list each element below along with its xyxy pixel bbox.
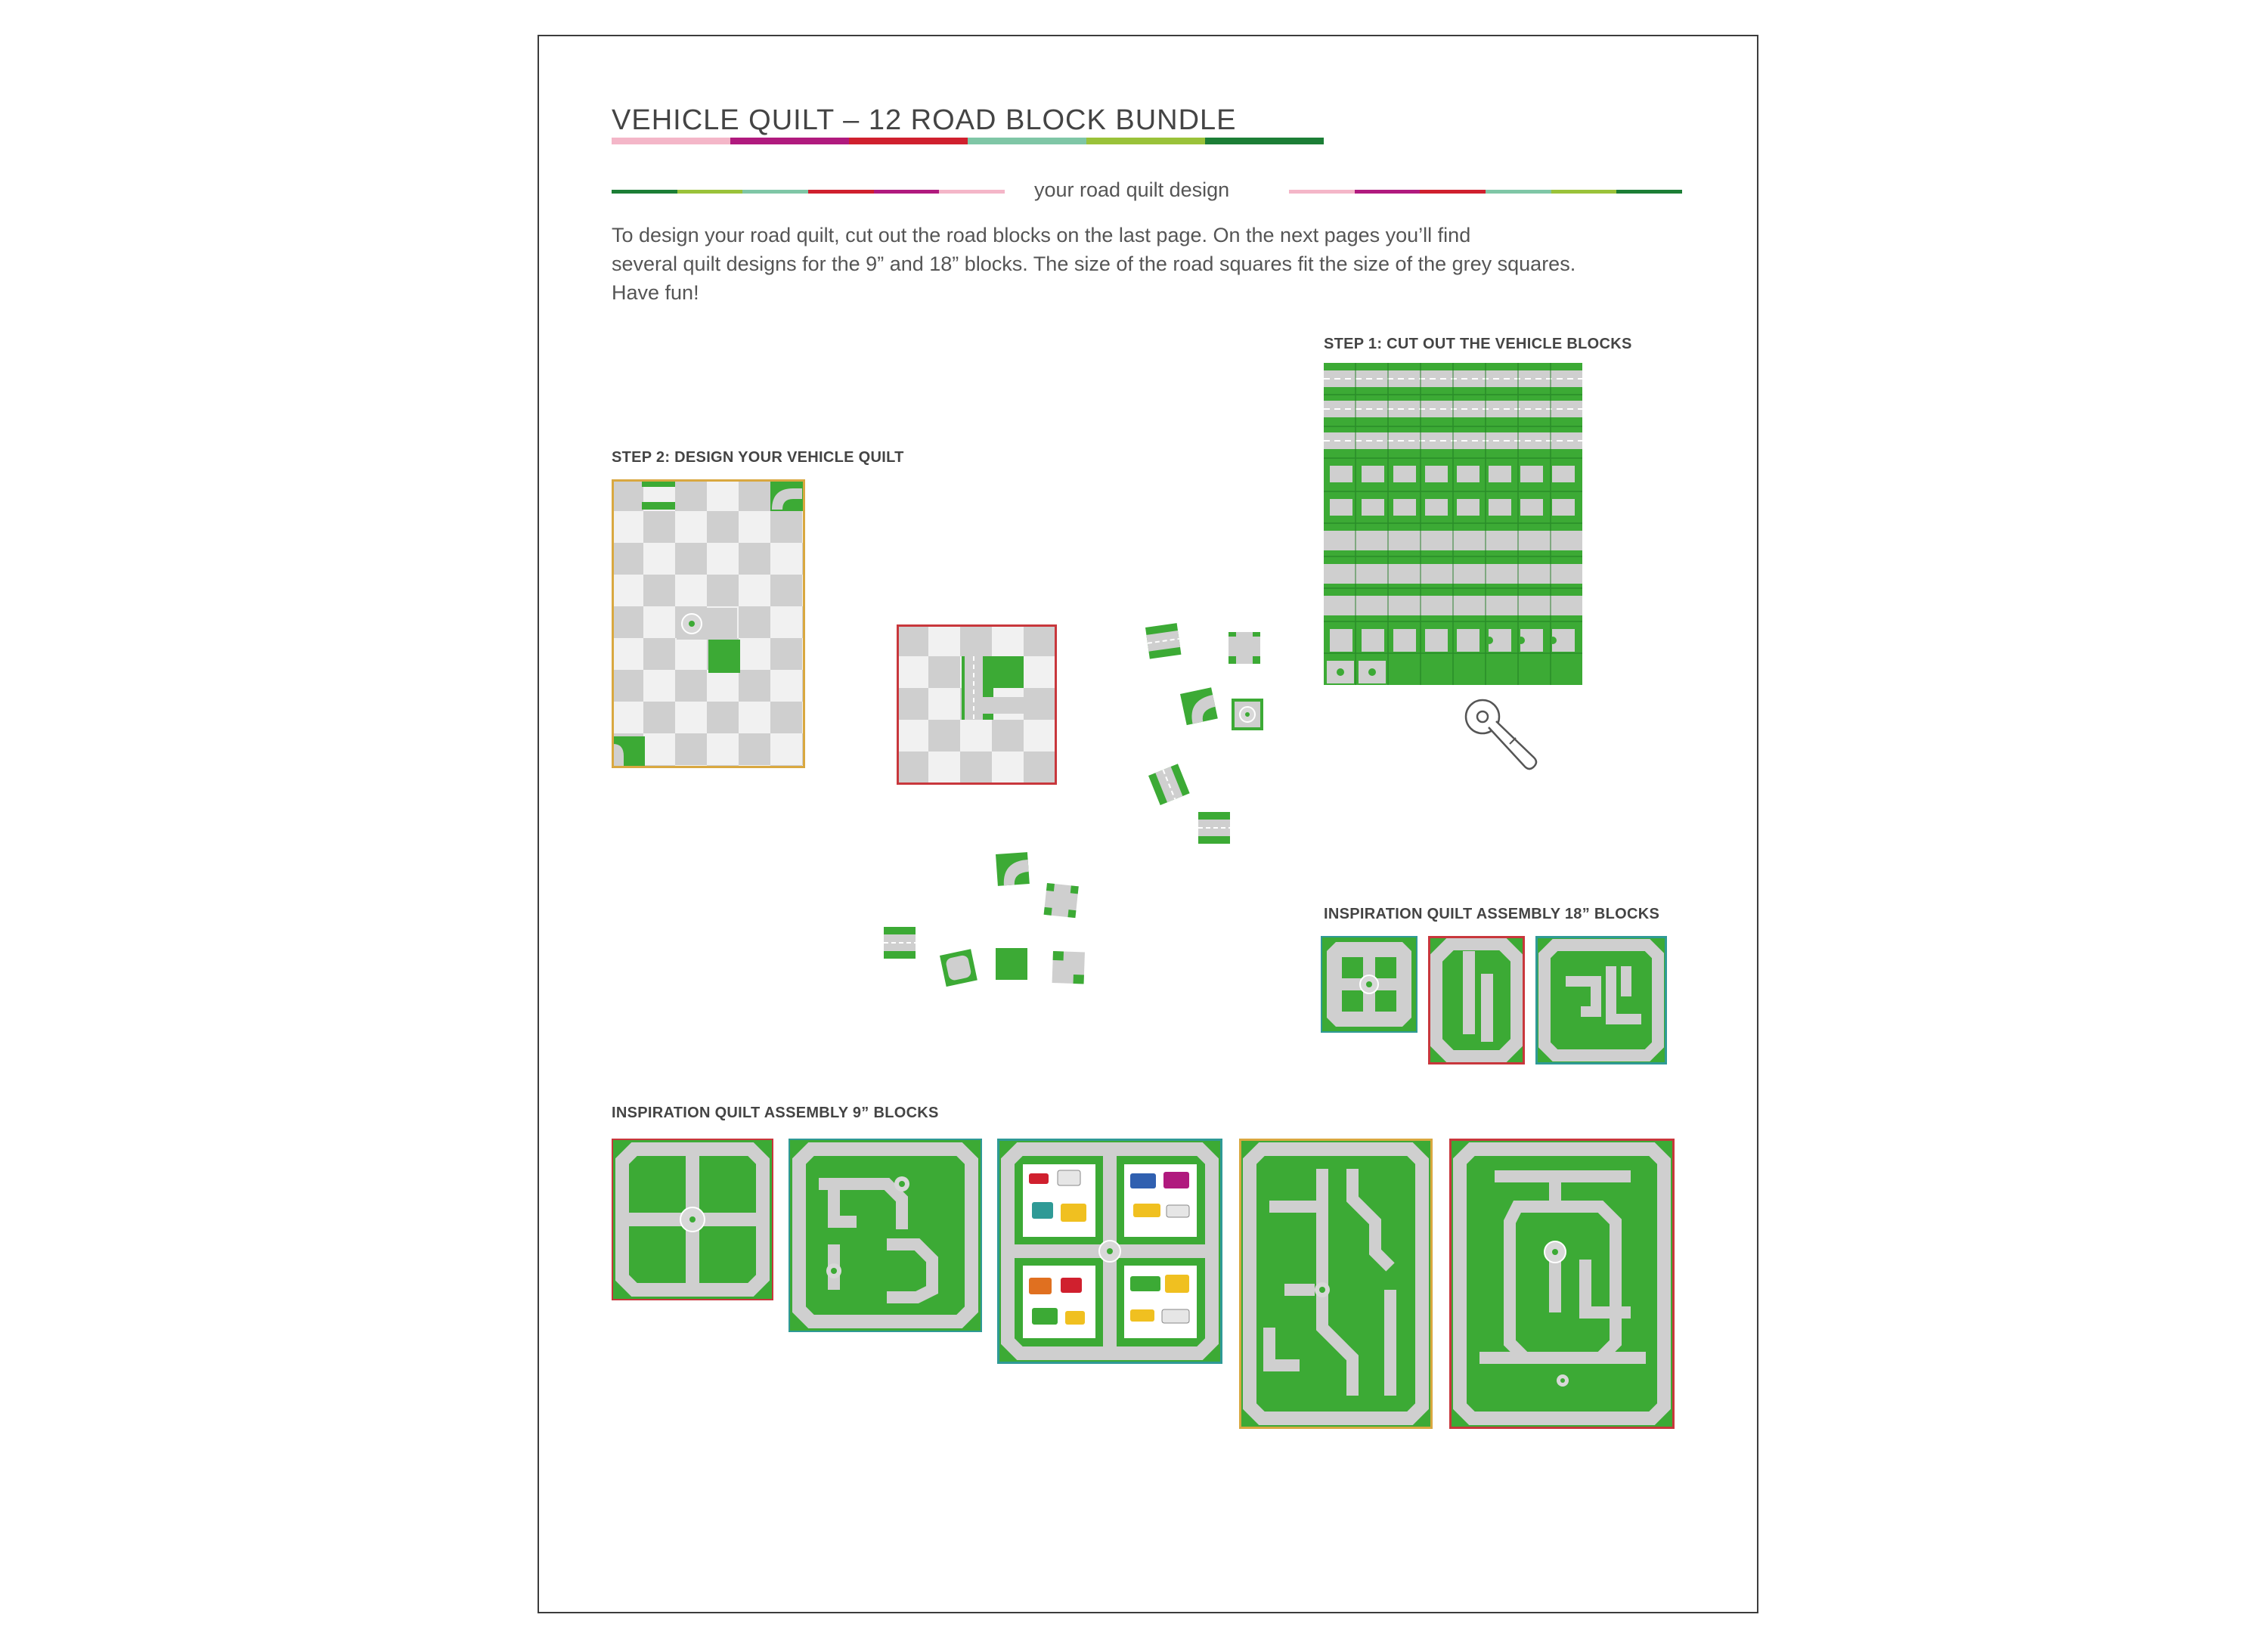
inspiration-9-block-4 — [1239, 1139, 1433, 1429]
step2-label: STEP 2: DESIGN YOUR VEHICLE QUILT — [612, 449, 904, 466]
intro-line-2: several quilt designs for the 9” and 18” blocks. The size of the road squares fit the size of the grey squares. — [612, 253, 1576, 275]
scattered-blocks — [584, 588, 1265, 996]
inspiration-18-block-3 — [1535, 936, 1667, 1064]
inspiration-9-block-2 — [789, 1139, 982, 1332]
step1-label: STEP 1: CUT OUT THE VEHICLE BLOCKS — [1324, 336, 1632, 352]
inspiration-9-block-1 — [612, 1139, 773, 1300]
inspiration-18-block-2 — [1428, 936, 1525, 1064]
intro-paragraph — [612, 221, 1700, 307]
inspiration-9-block-5 — [1449, 1139, 1675, 1429]
title-color-rule — [612, 138, 1324, 144]
cutout-sheet — [1324, 363, 1582, 685]
document-page — [538, 35, 1758, 1613]
page-title: VEHICLE QUILT – 12 ROAD BLOCK BUNDLE — [612, 104, 1237, 136]
intro-line-1: To design your road quilt, cut out the road blocks on the last page. On the next pages you’ll find — [612, 224, 1471, 246]
inspiration-18-block-1 — [1321, 936, 1418, 1033]
subtitle: your road quilt design — [1034, 178, 1230, 201]
rotary-cutter-icon — [1460, 694, 1543, 777]
subtitle-rule-left — [612, 190, 1005, 194]
subtitle-rule-right — [1289, 190, 1682, 194]
inspiration-9-block-3 — [997, 1139, 1222, 1364]
inspiration-9-label: INSPIRATION QUILT ASSEMBLY 9” BLOCKS — [612, 1105, 939, 1121]
intro-line-3: Have fun! — [612, 281, 699, 304]
inspiration-18-label: INSPIRATION QUILT ASSEMBLY 18” BLOCKS — [1324, 906, 1660, 922]
